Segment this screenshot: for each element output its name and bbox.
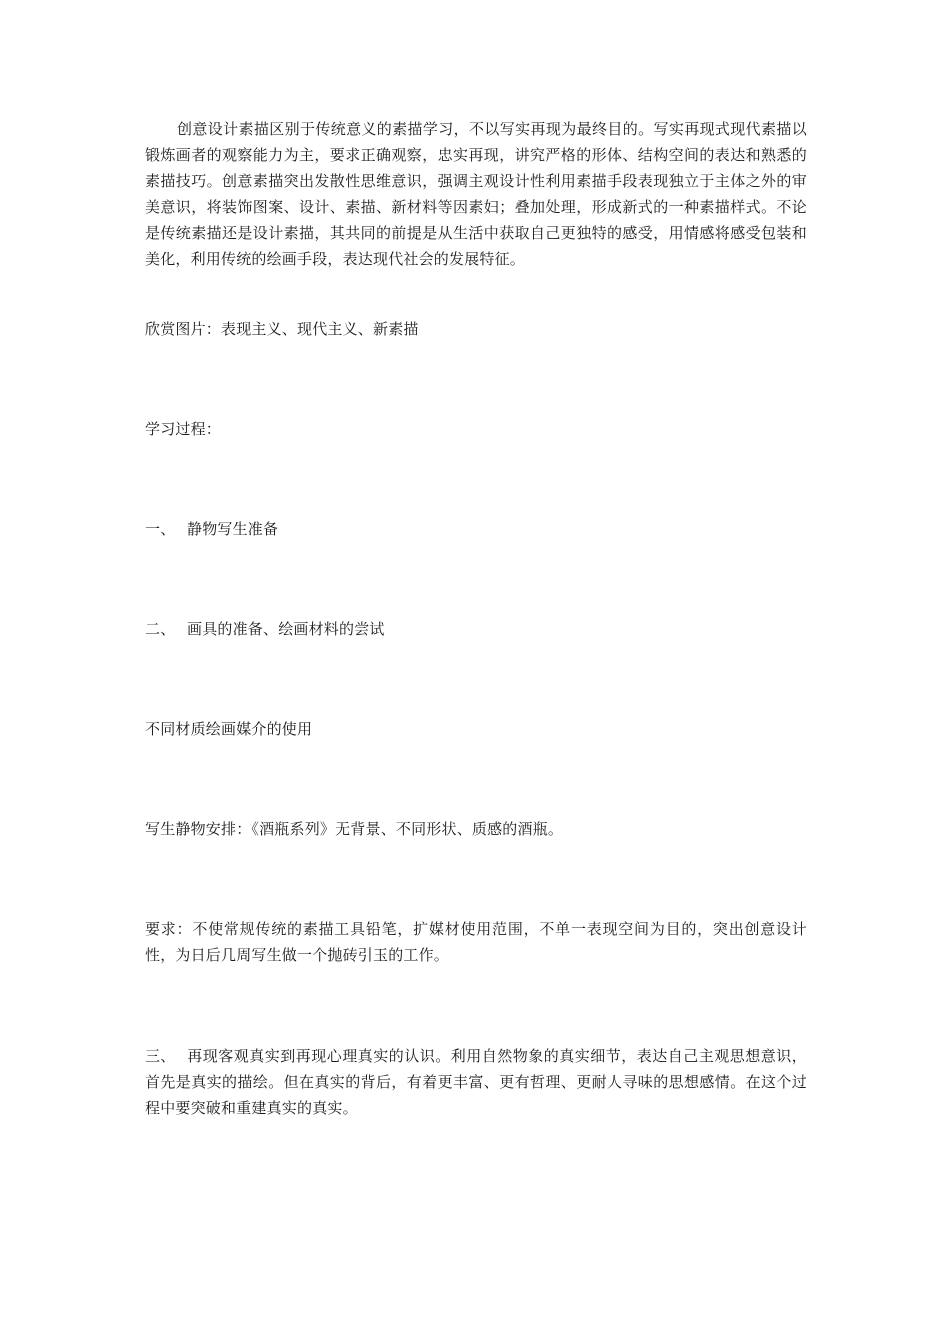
appreciation-line: 欣赏图片：表现主义、现代主义、新素描 bbox=[145, 320, 419, 338]
step-two-marker: 二、 bbox=[145, 620, 176, 638]
media-line: 不同材质绘画媒介的使用 bbox=[145, 720, 313, 738]
step-one-text: 静物写生准备 bbox=[187, 520, 279, 538]
still-life-line: 写生静物安排：《酒瓶系列》无背景、不同形状、质感的酒瓶。 bbox=[145, 820, 564, 838]
intro-paragraph: 创意设计素描区别于传统意义的素描学习，不以写实再现为最终目的。写实再现式现代素描以锻炼画者的观察能力为主，要求正确观察，忠实再现，讲究严格的形体、结构空间的表达和熟悉的素描技巧。创意素描突出发散性思维意识，强调主观设计性利用素描手段表现独立于主体之外的审美意识，将装饰图案、设计、素描、新材料等因素妇；叠加处理，形成新式的一种素描样式。不论是传统素描还是设计素描，其共同的前提是从生活中获取自己更独特的感受，用情感将感受包装和美化，利用传统的绘画手段，表达现代社会的发展特征。 bbox=[145, 120, 807, 268]
process-heading: 学习过程： bbox=[145, 420, 222, 438]
step-three-marker: 三、 bbox=[145, 1047, 176, 1065]
step-three bbox=[145, 1043, 807, 1121]
step-one bbox=[145, 516, 807, 542]
step-three-text: 再现客观真实到再现心理真实的认识。利用自然物象的真实细节，表达自己主观思想意识，首先是真实的描绘。但在真实的背后，有着更丰富、更有哲理、更耐人寻味的思想感情。在这个过程中要突破和重建真实的真实。 bbox=[145, 1047, 807, 1117]
requirement-line: 要求：不使常规传统的素描工具铅笔，扩媒材使用范围，不单一表现空间为目的，突出创意设计性，为日后几周写生做一个抛砖引玉的工作。 bbox=[145, 920, 807, 964]
step-two-text: 画具的准备、绘画材料的尝试 bbox=[187, 620, 385, 638]
step-two bbox=[145, 616, 807, 642]
step-one-marker: 一、 bbox=[145, 520, 176, 538]
